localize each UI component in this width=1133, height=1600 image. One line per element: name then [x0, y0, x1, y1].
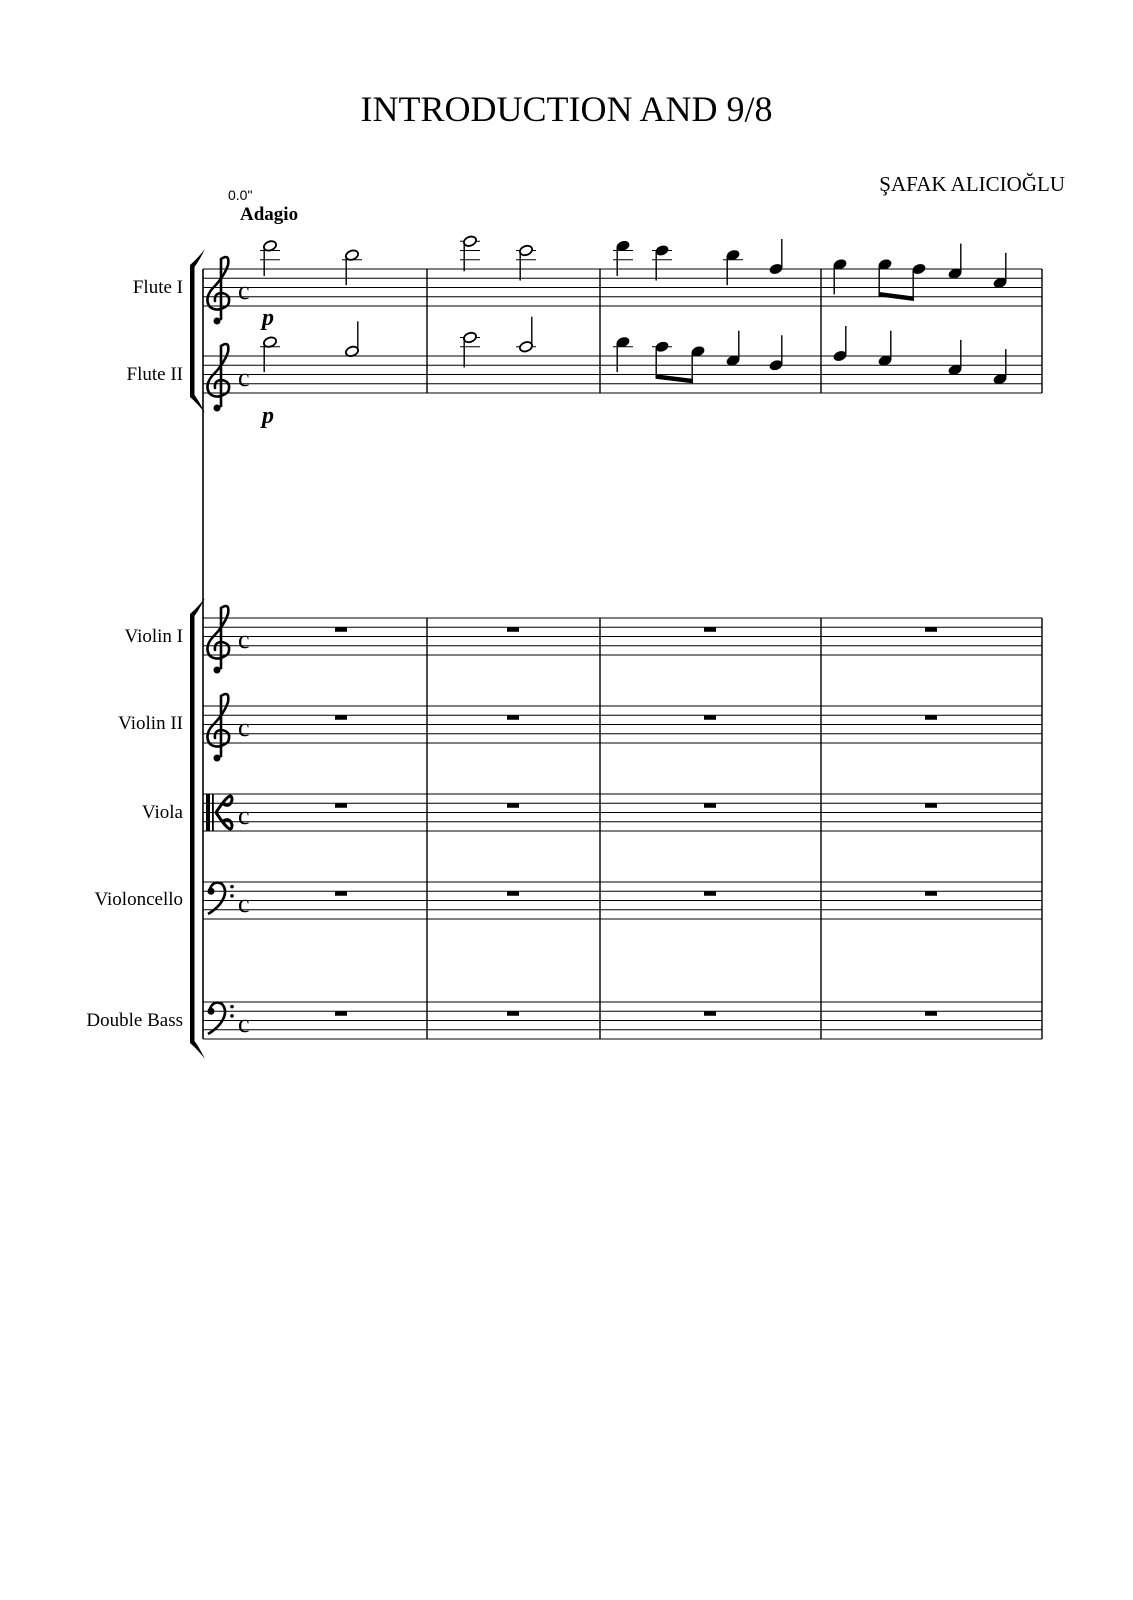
- alto-clef-upper: [216, 796, 232, 812]
- treble-clef-dot: [214, 755, 221, 762]
- whole-rest: [507, 627, 519, 632]
- time-signature: c: [238, 800, 250, 830]
- instrument-label-double-bass: Double Bass: [86, 1010, 183, 1031]
- bracket-bar: [190, 265, 195, 397]
- time-signature: c: [238, 275, 250, 305]
- instrument-label-violin-2: Violin II: [118, 713, 183, 734]
- treble-clef-dot: [214, 405, 221, 412]
- alto-clef-thick: [206, 794, 210, 831]
- time-signatures: [238, 276, 250, 1038]
- bass-clef-dot-upper: [230, 885, 234, 889]
- time-signature: c: [238, 888, 250, 918]
- whole-rest: [507, 803, 519, 808]
- bass-clef-dot-upper: [230, 1005, 234, 1009]
- bracket-hook-bottom: [190, 1041, 205, 1059]
- alto-clef-thin: [212, 794, 214, 831]
- staff-lines: [203, 269, 1042, 1039]
- time-signature: c: [238, 624, 250, 654]
- time-signature: c: [238, 712, 250, 742]
- whole-rest: [335, 627, 347, 632]
- timing-marker: 0.0": [228, 187, 253, 203]
- tempo-marking: Adagio: [240, 204, 299, 225]
- score-title: INTRODUCTION AND 9/8: [360, 89, 773, 129]
- bass-clef-dot-lower: [230, 894, 234, 898]
- dynamic-marking: p: [262, 403, 274, 429]
- treble-clef: [207, 694, 229, 762]
- treble-clef-dot: [214, 667, 221, 674]
- whole-rest: [704, 803, 716, 808]
- instrument-label-flute-1: Flute I: [132, 277, 183, 298]
- instrument-label-violoncello: Violoncello: [94, 889, 183, 910]
- note-beam: [879, 292, 915, 301]
- bracket-bar: [190, 614, 195, 1043]
- dynamics: [260, 305, 274, 429]
- alto-clef-lower: [216, 813, 232, 829]
- treble-clef-dot: [214, 318, 221, 325]
- instrument-label-violin-1: Violin I: [124, 626, 183, 647]
- time-signature: c: [238, 362, 250, 392]
- instrument-label-flute-2: Flute II: [126, 364, 183, 385]
- whole-rest: [925, 803, 937, 808]
- whole-rest: [507, 715, 519, 720]
- whole-rest: [704, 1011, 716, 1016]
- treble-clef: [207, 344, 229, 412]
- whole-rest: [335, 803, 347, 808]
- composer-name: ŞAFAK ALICIOĞLU: [879, 172, 1065, 196]
- whole-rest: [335, 715, 347, 720]
- bass-clef-dot-lower: [230, 1014, 234, 1018]
- whole-rest: [335, 891, 347, 896]
- barlines: [203, 269, 1042, 1039]
- whole-rest: [704, 627, 716, 632]
- treble-clef: [207, 257, 229, 325]
- whole-rest: [704, 891, 716, 896]
- whole-rest: [507, 1011, 519, 1016]
- whole-rest: [507, 891, 519, 896]
- whole-rest: [925, 1011, 937, 1016]
- time-signature: c: [238, 1008, 250, 1038]
- whole-rest: [925, 627, 937, 632]
- whole-rest: [925, 891, 937, 896]
- dynamic-marking: p: [262, 305, 274, 331]
- notes: [260, 235, 1007, 385]
- instrument-label-viola: Viola: [141, 802, 183, 823]
- whole-rest: [925, 715, 937, 720]
- treble-clef: [207, 606, 229, 674]
- bracket-hook-top: [190, 249, 205, 267]
- note-beam: [656, 374, 694, 383]
- whole-rest: [704, 715, 716, 720]
- whole-rest: [335, 1011, 347, 1016]
